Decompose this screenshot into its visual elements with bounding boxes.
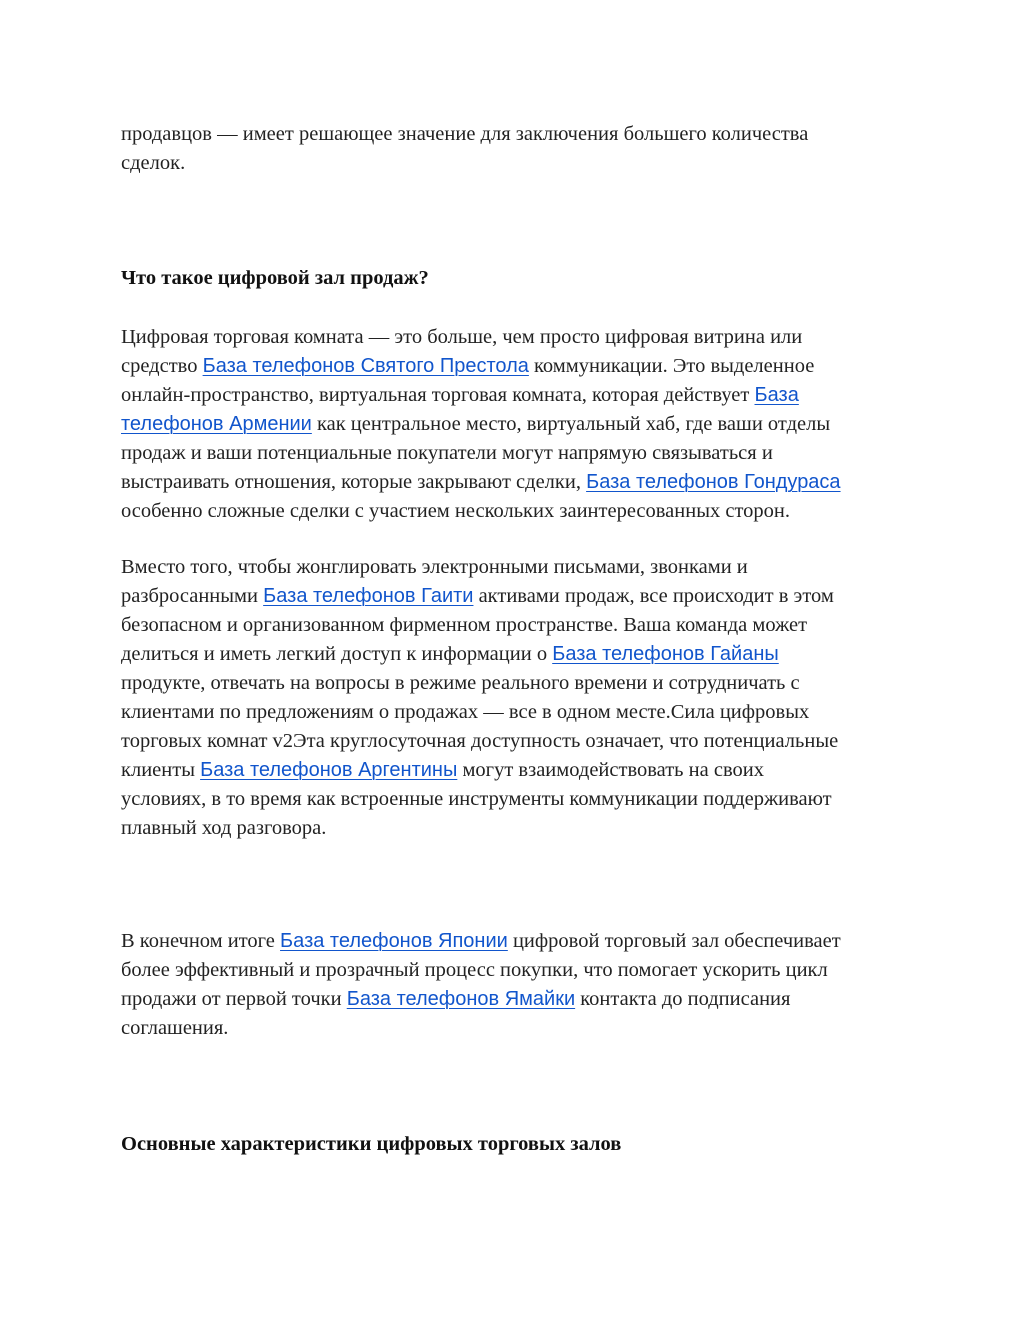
text-line bbox=[121, 352, 911, 381]
link-jamaica-phone-database[interactable]: База телефонов Ямайки bbox=[346, 988, 576, 1010]
text-line: более эффективный и прозрачный процесс покупки, что помогает ускорить цикл bbox=[121, 959, 828, 981]
text-segment: коммуникации. Это выделенное bbox=[528, 355, 815, 377]
text-segment: контакта до подписания bbox=[575, 988, 791, 1010]
text-line: безопасном и организованном фирменном пространстве. Ваша команда может bbox=[121, 614, 808, 636]
text-line: особенно сложные сделки с участием нескольких заинтересованных сторон. bbox=[121, 500, 791, 522]
text-segment: продажи от первой точки bbox=[121, 988, 347, 1010]
text-segment: выстраивать отношения, которые закрывают сделки, bbox=[121, 471, 587, 493]
text-line bbox=[121, 640, 911, 669]
text-line: продукте, отвечать на вопросы в режиме реального времени и сотрудничать с bbox=[121, 672, 800, 694]
link-armenia-phone-database-part2[interactable]: телефонов Армении bbox=[121, 413, 312, 435]
text-line: плавный ход разговора. bbox=[121, 817, 327, 839]
text-segment: делиться и иметь легкий доступ к информации о bbox=[121, 643, 553, 665]
text-line bbox=[121, 756, 911, 785]
text-segment: цифровой торговый зал обеспечивает bbox=[507, 930, 841, 952]
text-line bbox=[121, 410, 911, 439]
text-line bbox=[121, 468, 911, 497]
link-guyana-phone-database[interactable]: База телефонов Гайаны bbox=[552, 643, 779, 665]
text-segment: активами продаж, все происходит в этом bbox=[473, 585, 834, 607]
text-segment: клиенты bbox=[121, 759, 201, 781]
text-line: продаж и ваши потенциальные покупатели могут напрямую связываться и bbox=[121, 442, 773, 464]
text-line: Цифровая торговая комната — это больше, чем просто цифровая витрина или bbox=[121, 326, 803, 348]
text-line bbox=[121, 985, 911, 1014]
link-haiti-phone-database[interactable]: База телефонов Гаити bbox=[263, 585, 474, 607]
text-line: клиентами по предложениям о продажах — все в одном месте.Сила цифровых bbox=[121, 701, 810, 723]
text-segment: В конечном итоге bbox=[121, 930, 281, 952]
link-argentina-phone-database[interactable]: База телефонов Аргентины bbox=[200, 759, 458, 781]
text-line: соглашения. bbox=[121, 1017, 229, 1039]
link-holy-see-phone-database[interactable]: База телефонов Святого Престола bbox=[202, 355, 529, 377]
section-heading-what-is-digital-sales-room: Что такое цифровой зал продаж? bbox=[121, 267, 429, 289]
text-line: сделок. bbox=[121, 152, 186, 174]
text-line bbox=[121, 381, 911, 410]
text-line: условиях, в то время как встроенные инструменты коммуникации поддерживают bbox=[121, 788, 832, 810]
paragraph-conclusion bbox=[121, 927, 911, 1043]
text-line bbox=[121, 582, 911, 611]
text-segment: средство bbox=[121, 355, 203, 377]
link-armenia-phone-database-part1[interactable]: База bbox=[754, 384, 799, 406]
text-line: Вместо того, чтобы жонглировать электронными письмами, звонками и bbox=[121, 556, 748, 578]
text-segment: разбросанными bbox=[121, 585, 264, 607]
section-heading-key-features: Основные характеристики цифровых торговых залов bbox=[121, 1133, 622, 1155]
text-line: продавцов — имеет решающее значение для заключения большего количества bbox=[121, 123, 809, 145]
text-line: торговых комнат v2Эта круглосуточная доступность означает, что потенциальные bbox=[121, 730, 839, 752]
text-segment: как центральное место, виртуальный хаб, где ваши отделы bbox=[311, 413, 831, 435]
paragraph-continuation bbox=[121, 120, 911, 178]
text-segment: онлайн-пространство, виртуальная торговая комната, которая действует bbox=[121, 384, 755, 406]
paragraph-instead bbox=[121, 553, 911, 843]
link-honduras-phone-database[interactable]: База телефонов Гондураса bbox=[586, 471, 841, 493]
link-japan-phone-database[interactable]: База телефонов Японии bbox=[280, 930, 508, 952]
paragraph-definition bbox=[121, 323, 911, 526]
text-line bbox=[121, 927, 911, 956]
text-segment: могут взаимодействовать на своих bbox=[457, 759, 764, 781]
